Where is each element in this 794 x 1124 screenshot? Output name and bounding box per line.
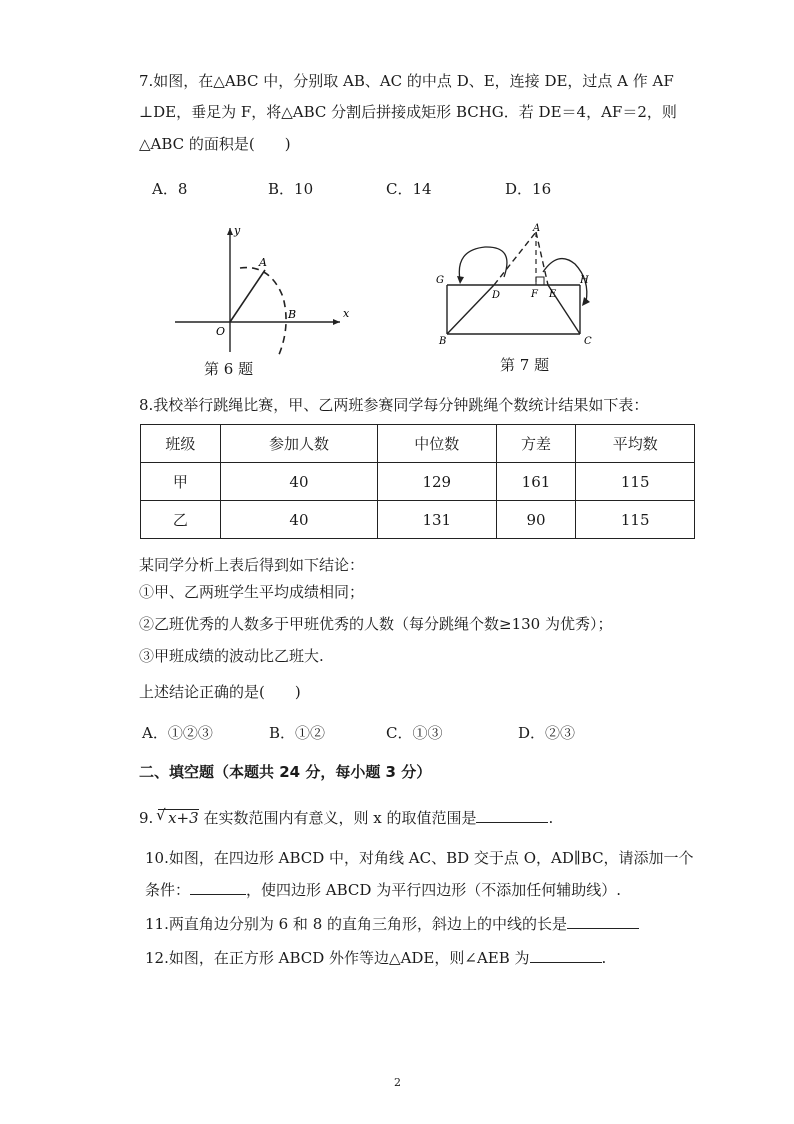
q10-line-2-rest: ，使四边形 ABCD 为平行四边形（不添加任何辅助线）. <box>246 881 621 899</box>
q8-conclusion-3: ③甲班成绩的波动比乙班大. <box>139 647 324 665</box>
q8-ask: 上述结论正确的是( ) <box>139 683 301 701</box>
fig6-caption: 第 6 题 <box>204 360 254 378</box>
q8-stem: 8.我校举行跳绳比赛，甲、乙两班参赛同学每分钟跳绳个数统计结果如下表： <box>139 396 649 414</box>
q9-number: 9. <box>139 809 154 827</box>
q9-radical: √ x+3 <box>158 809 199 826</box>
table-header-cell: 平均数 <box>576 425 695 463</box>
segment-oa <box>230 270 265 322</box>
q8-option-c: C．①③ <box>386 724 443 742</box>
q8-option-a: A．①②③ <box>142 724 213 742</box>
table-header-cell: 班级 <box>141 425 221 463</box>
fig7-label-b: B <box>439 336 447 347</box>
q8-stats-table <box>140 424 695 539</box>
q9-text: 在实数范围内有意义，则 x 的取值范围是 <box>203 809 477 827</box>
table-cell: 40 <box>220 501 377 539</box>
q12-end: . <box>601 949 607 967</box>
q7-line-1: 7.如图，在△ABC 中，分别取 AB、AC 的中点 D、E，连接 DE，过点 A 作 AF <box>139 72 674 90</box>
figure-7 <box>430 222 610 350</box>
q9-answer-blank[interactable] <box>476 808 548 823</box>
q10-answer-blank[interactable] <box>190 880 246 895</box>
q9-end: . <box>548 809 554 827</box>
q8-option-d: D．②③ <box>518 724 576 742</box>
fig7-label-g: G <box>436 275 444 286</box>
q10-condition-label: 条件： <box>145 881 191 899</box>
fig6-label-o: O <box>216 325 226 338</box>
table-cell: 161 <box>496 463 576 501</box>
q7-line-3: △ABC 的面积是( ) <box>139 135 291 153</box>
section-2-heading: 二、填空题（本题共 24 分，每小题 3 分） <box>139 763 432 781</box>
fig6-label-a: A <box>259 256 267 269</box>
q7-line-2: ⊥DE，垂足为 F，将△ABC 分割后拼接成矩形 BCHG．若 DE＝4，AF＝2，则 <box>139 103 677 121</box>
fig6-label-b: B <box>288 308 297 321</box>
q8-conclusion-2: ②乙班优秀的人数多于甲班优秀的人数（每分跳绳个数≥130 为优秀）； <box>139 615 613 633</box>
table-cell: 129 <box>378 463 497 501</box>
table-cell: 115 <box>576 463 695 501</box>
q11-answer-blank[interactable] <box>567 914 639 929</box>
q9-line <box>139 808 553 828</box>
table-header-cell: 参加人数 <box>220 425 377 463</box>
fig7-label-h: H <box>580 275 589 286</box>
q11-text: 11.两直角边分别为 6 和 8 的直角三角形，斜边上的中线的长是 <box>145 915 568 933</box>
table-row <box>141 463 695 501</box>
fig7-label-c: C <box>584 336 592 347</box>
fig6-label-y: y <box>234 224 241 237</box>
table-cell: 乙 <box>141 501 221 539</box>
fig7-label-d: D <box>492 290 501 301</box>
dashed-arc <box>240 268 286 357</box>
q7-option-d: D．16 <box>505 180 552 198</box>
q10-line-2 <box>145 880 621 900</box>
table-cell: 40 <box>220 463 377 501</box>
fig7-caption: 第 7 题 <box>500 356 550 374</box>
q7-option-c: C．14 <box>386 180 432 198</box>
table-cell: 甲 <box>141 463 221 501</box>
q8-option-b: B．①② <box>269 724 326 742</box>
q11-line <box>145 914 639 934</box>
fig7-label-e: E <box>549 289 557 300</box>
q7-option-a: A．8 <box>152 180 188 198</box>
page-number: 2 <box>394 1076 401 1089</box>
q8-conclusion-1: ①甲、乙两班学生平均成绩相同； <box>139 583 365 601</box>
fig7-label-f: F <box>531 289 538 300</box>
table-cell: 90 <box>496 501 576 539</box>
fig6-label-x: x <box>343 307 350 320</box>
table-cell: 115 <box>576 501 695 539</box>
table-header-cell: 中位数 <box>378 425 497 463</box>
fig7-label-a: A <box>533 223 541 234</box>
table-header-row <box>141 425 695 463</box>
q7-option-b: B．10 <box>268 180 314 198</box>
q12-text: 12.如图，在正方形 ABCD 外作等边△ADE，则∠AEB 为 <box>145 949 530 967</box>
q8-analysis: 某同学分析上表后得到如下结论： <box>139 556 365 574</box>
table-row <box>141 501 695 539</box>
table-cell: 131 <box>378 501 497 539</box>
table-header-cell: 方差 <box>496 425 576 463</box>
figure-6 <box>170 222 360 357</box>
q10-line-1: 10.如图，在四边形 ABCD 中，对角线 AC、BD 交于点 O，AD∥BC，请添加一个 <box>145 849 694 867</box>
q12-answer-blank[interactable] <box>530 948 602 963</box>
q12-line <box>145 948 606 968</box>
